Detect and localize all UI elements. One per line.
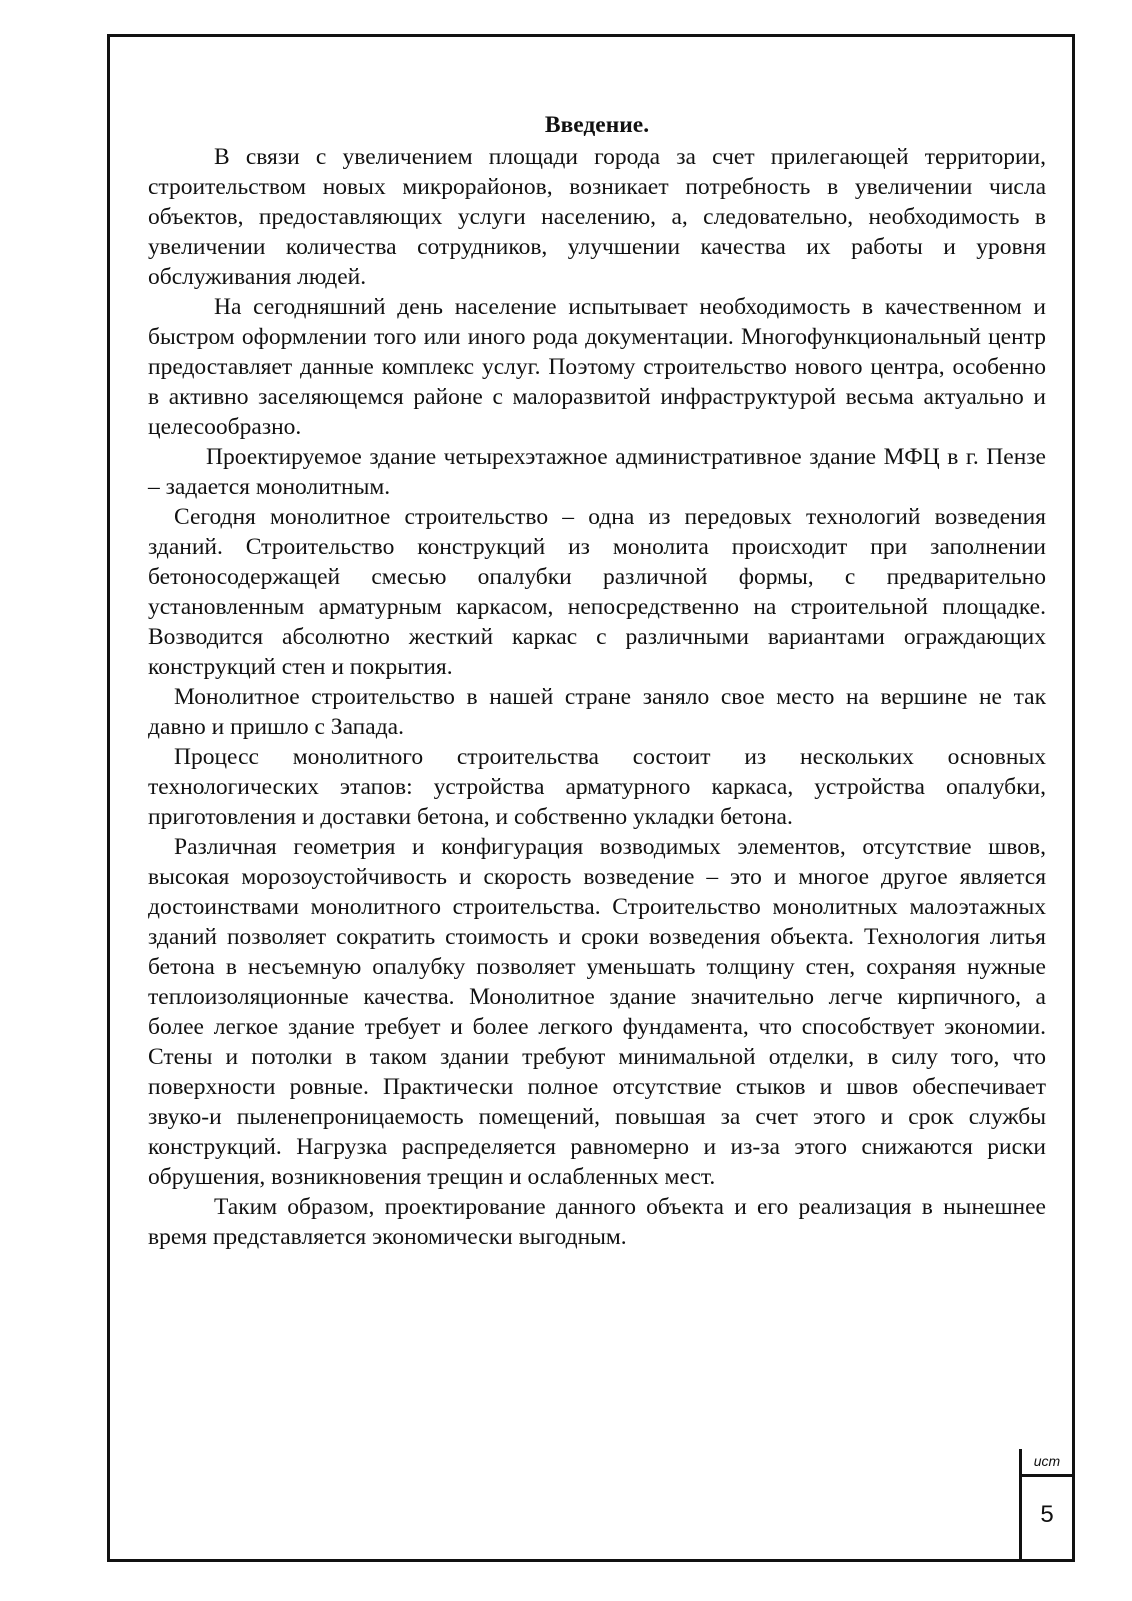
page-number: 5 (1040, 1501, 1054, 1528)
stamp-label: ист (1022, 1449, 1072, 1477)
paragraph-8: Таким образом, проектирование данного объекта и его реализация в нынешнее время представляется экономически выгодным. (148, 1194, 1046, 1250)
paragraph-7: Различная геометрия и конфигурация возводимых элементов, отсутствие швов, высокая морозоустойчивость и скорость возведение – это и многое другое является достоинствами монолитного строительства. Строительство монолитных малоэтажных зданий позволяет сократить стоимость и сроки возведения объекта. Технология литья бетона в несъемную опалубку позволяет уменьшать толщину стен, сохраняя нужные теплоизоляционные качества. Монолитное здание значительно легче кирпичного, а более легкое здание требует и более легкого фундамента, что способствует экономии. Стены и потолки в таком здании требуют минимальной отделки, в силу того, что поверхности ровные. Практически полное отсутствие стыков и швов обеспечивает звуко-и пыленепроницаемость помещений, повышая за счет этого и срок службы конструкций. Нагрузка распределяется равномерно и из-за этого снижаются риски обрушения, возникновения трещин и ослабленных мест. (148, 834, 1046, 1190)
paragraph-6: Процесс монолитного строительства состоит из нескольких основных технологических этапов: устройства арматурного каркаса, устройства опалубки, приготовления и доставки бетона, и собственно укладки бетона. (148, 744, 1046, 830)
document-body (148, 108, 1046, 1252)
document-title: Введение. (544, 112, 650, 138)
paragraph-3: Проектируемое здание четырехэтажное административное здание МФЦ в г. Пензе – задается монолитным. (148, 444, 1046, 500)
title-block-stamp (1019, 1449, 1072, 1559)
paragraph-1: В связи с увеличением площади города за счет прилегающей территории, строительством новых микрорайонов, возникает потребность в увеличении числа объектов, предоставляющих услуги населению, а, следовательно, необходимость в увеличении количества сотрудников, улучшении качества их работы и уровня обслуживания людей. (148, 144, 1046, 290)
paragraph-5: Монолитное строительство в нашей стране заняло свое место на вершине не так давно и пришло с Запада. (148, 684, 1046, 740)
paragraph-4: Сегодня монолитное строительство – одна из передовых технологий возведения зданий. Строительство конструкций из монолита происходит при заполнении бетоносодержащей смесью опалубки различной формы, с предварительно установленным арматурным каркасом, непосредственно на строительной площадке. Возводится абсолютно жесткий каркас с различными вариантами ограждающих конструкций стен и покрытия. (148, 504, 1046, 680)
paragraph-2: На сегодняшний день население испытывает необходимость в качественном и быстром оформлении того или иного рода документации. Многофункциональный центр предоставляет данные комплекс услуг. Поэтому строительство нового центра, особенно в активно заселяющемся районе с малоразвитой инфраструктурой весьма актуально и целесообразно. (148, 294, 1046, 440)
